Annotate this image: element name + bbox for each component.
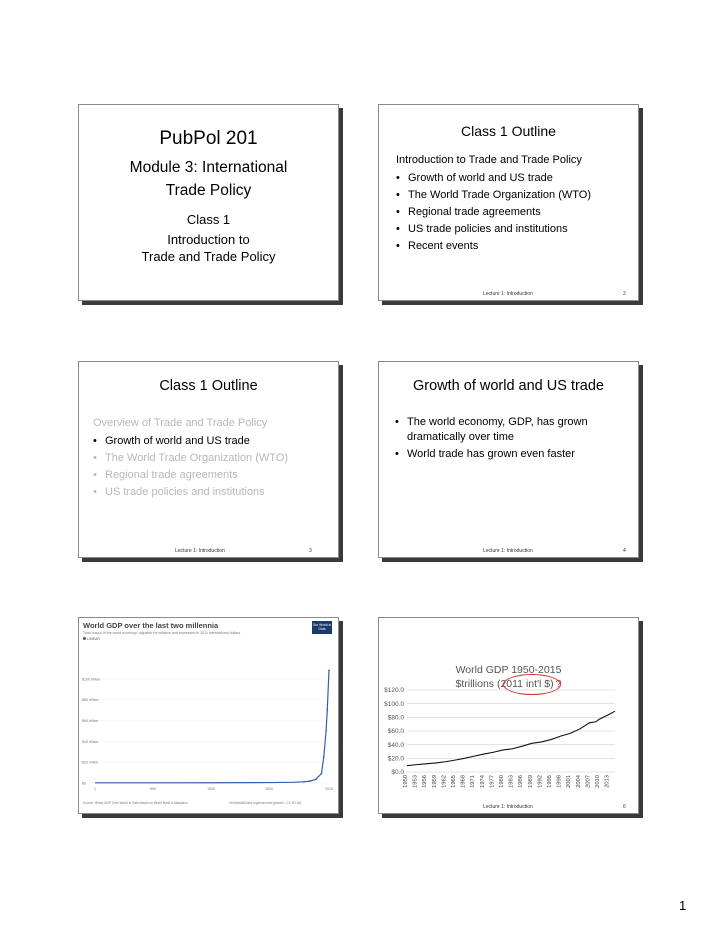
outline-item: • US trade policies and institutions (396, 221, 591, 238)
gdp-chart-svg (379, 618, 638, 813)
page-number: 1 (679, 898, 687, 913)
x-tick-label: 1962 (441, 775, 448, 788)
outline-item: • Regional trade agreements (396, 204, 591, 221)
y-tick-label: $100 trillion (82, 677, 101, 682)
slide-4-growth (378, 361, 639, 558)
footer-lecture: Lecture 1: Introduction (483, 291, 533, 297)
x-tick-label: 1974 (479, 775, 486, 788)
y-tick-label: $80 trillion (82, 698, 99, 703)
y-tick-label: $80.0 (387, 714, 404, 722)
slide-title: PubPol 201 (159, 128, 258, 149)
footer-number: 4 (623, 548, 626, 554)
question-mark: ? (555, 678, 562, 690)
y-tick-label: $40.0 (387, 741, 404, 749)
y-tick-label: $20 trillion (82, 760, 99, 765)
class-label: Class 1 (186, 212, 231, 227)
x-tick-label: 1959 (431, 775, 438, 788)
data-point (325, 730, 327, 732)
data-point (321, 773, 323, 775)
footer-number: 2 (623, 291, 626, 297)
x-tick-label: 1983 (508, 775, 515, 788)
y-tick-label: $0 (82, 781, 86, 786)
outline-item: • US trade policies and institutions (93, 484, 288, 501)
x-tick-label: 1989 (527, 775, 534, 788)
bullet-item: • The world economy, GDP, has grown dramatically over time (395, 415, 623, 445)
x-tick-label: 2004 (575, 775, 582, 788)
y-tick-label: $40 trillion (82, 739, 99, 744)
outline-list (93, 433, 288, 501)
chart-title: World GDP over the last two millennia (83, 621, 219, 630)
x-tick-label: 2001 (566, 775, 573, 788)
footer-number: 3 (309, 548, 312, 554)
outline-item-current: • Growth of world and US trade (93, 433, 288, 450)
x-tick-label: 1977 (489, 775, 496, 788)
slide-1-title (78, 104, 339, 301)
series-line (407, 711, 615, 765)
slide-title: Class 1 Outline (461, 123, 556, 139)
y-tick-label: $20.0 (387, 755, 404, 763)
chart-subtitle-text: $trillions (2011 int'l $) (455, 678, 554, 690)
x-tick-label: 1956 (422, 775, 429, 788)
x-tick-label: 1965 (451, 775, 457, 788)
chart-license: OurWorldInData.org/economic-growth/ • CC BY-SA (229, 801, 302, 805)
x-tick-label: 1971 (470, 775, 477, 788)
data-point (303, 781, 305, 783)
outline-intro: Overview of Trade and Trade Policy (93, 417, 268, 429)
owid-chart-svg (79, 618, 338, 813)
footer-lecture: Lecture 1: Introduction (175, 548, 225, 554)
x-tick-label: 1953 (412, 775, 419, 788)
outline-item: • Regional trade agreements (93, 467, 288, 484)
footer-number: 6 (623, 804, 626, 810)
y-tick-label: $120.0 (384, 687, 404, 695)
x-tick-label: 1950 (403, 775, 409, 788)
x-tick-label: 2015 (325, 787, 333, 791)
x-tick-label: 1995 (547, 775, 553, 788)
outline-item: • The World Trade Organization (WTO) (396, 187, 591, 204)
outline-item: • The World Trade Organization (WTO) (93, 450, 288, 467)
outline-item: • Growth of world and US trade (396, 170, 591, 187)
y-tick-label: $0.0 (391, 769, 404, 777)
module-line-1: Module 3: International (129, 159, 288, 176)
x-tick-label: 500 (149, 787, 156, 791)
bullet-list (395, 415, 623, 462)
slide-5-owid-chart (78, 617, 339, 814)
x-tick-label: 1 (94, 787, 96, 791)
slide-3-outline (78, 361, 339, 558)
slide-2-outline (378, 104, 639, 301)
data-point (309, 780, 311, 782)
slide-title: Growth of world and US trade (412, 378, 604, 394)
x-tick-label: 2007 (585, 775, 592, 788)
y-tick-label: $60 trillion (82, 719, 99, 723)
bullet-item: • World trade has grown even faster (395, 447, 623, 462)
x-tick-label: 1980 (499, 775, 505, 788)
y-tick-label: $100.0 (384, 700, 404, 708)
outline-list (396, 170, 591, 255)
x-tick-label: 1998 (556, 775, 563, 788)
data-point (323, 756, 325, 758)
x-tick-label: 1000 (207, 787, 216, 791)
x-tick-label: 2010 (595, 775, 601, 788)
x-tick-label: 1986 (518, 775, 525, 788)
data-point (315, 779, 317, 781)
x-tick-label: 1968 (460, 775, 467, 788)
x-tick-label: 1992 (537, 775, 544, 788)
footer-lecture: Lecture 1: Introduction (483, 804, 533, 810)
x-tick-label: 2013 (604, 775, 611, 788)
slide-6-gdp-chart (378, 617, 639, 814)
data-point (326, 709, 328, 711)
outline-item: • Recent events (396, 238, 591, 255)
y-tick-label: $60.0 (387, 728, 404, 736)
legend-label: LINEAR (87, 637, 100, 641)
footer-lecture: Lecture 1: Introduction (483, 548, 533, 554)
topic-line-1: Introduction to (167, 232, 250, 247)
slide-title: Class 1 Outline (159, 378, 258, 394)
x-tick-label: 1500 (265, 787, 274, 791)
topic-line-2: Trade and Trade Policy (141, 249, 276, 264)
data-point (328, 670, 330, 672)
series-line (95, 671, 329, 783)
chart-title: World GDP 1950-2015 (455, 664, 562, 676)
chart-subtitle: Total output of the world economy; adjusted for inflation and expressed in 2011 international dollars. (83, 631, 242, 635)
chart-source: Source: World GDP Over World in Data based on World Bank & Maddison (83, 801, 188, 805)
owid-logo: Our World in Data (312, 621, 332, 634)
outline-intro: Introduction to Trade and Trade Policy (396, 154, 582, 166)
module-line-2: Trade Policy (165, 182, 252, 199)
